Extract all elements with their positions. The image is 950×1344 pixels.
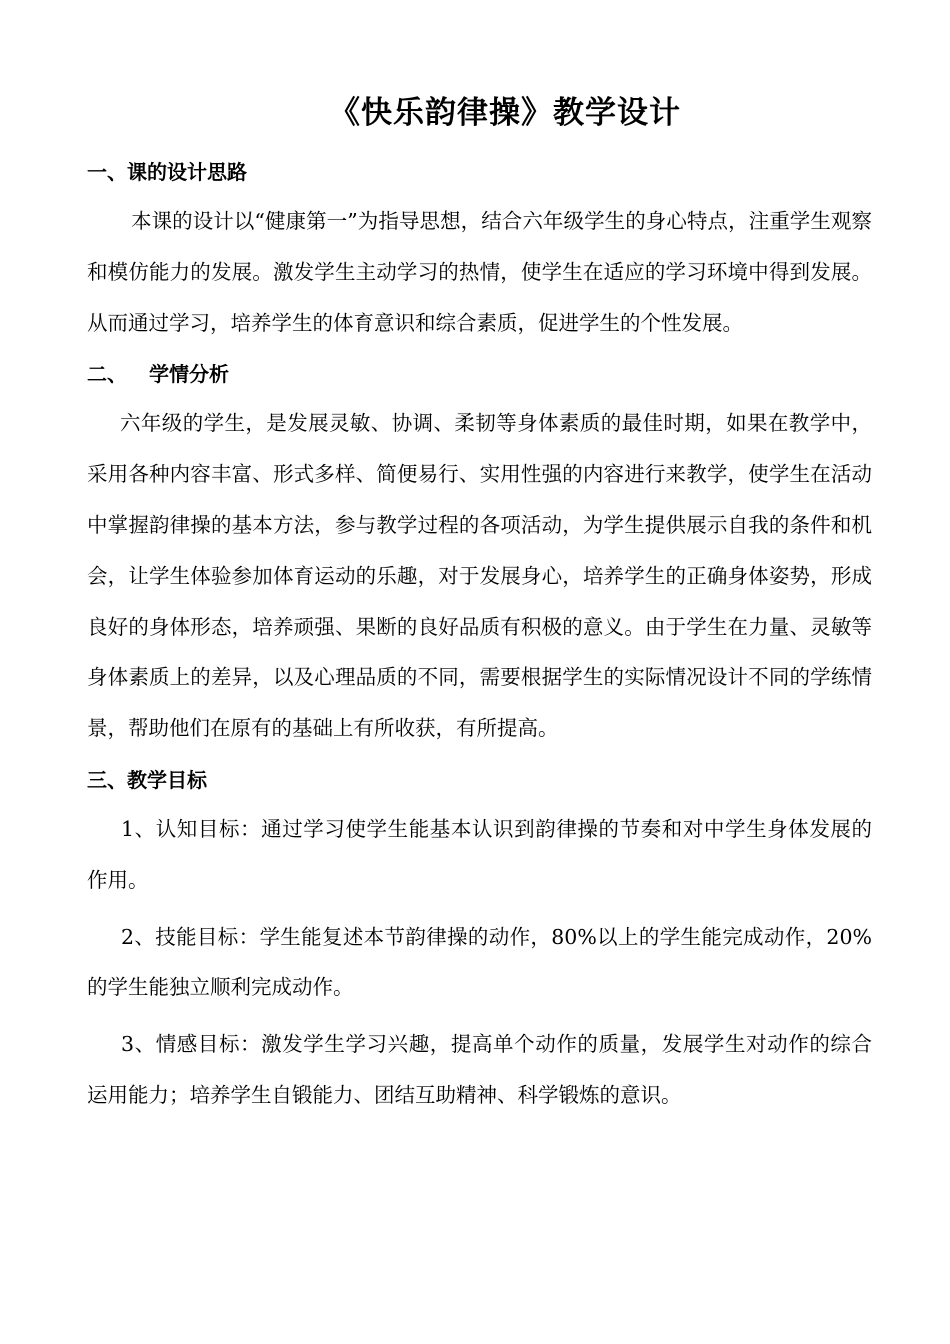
goal-cognitive: 1、认知目标：通过学习使学生能基本认识到韵律操的节奏和对中学生身体发展的作用。 — [87, 816, 872, 892]
section-student-analysis — [87, 352, 872, 754]
section-heading: 一、课的设计思路 — [87, 160, 247, 184]
paragraph: 本课的设计以“健康第一”为指导思想，结合六年级学生的身心特点，注重学生观察和模仿能力的发展。激发学生主动学习的热情，使学生在适应的学习环境中得到发展。从而通过学习，培养学生的体育意识和综合素质，促进学生的个性发展。 — [87, 209, 872, 335]
page-title: 《快乐韵律操》教学设计 — [329, 95, 681, 131]
goal-skill: 2、技能目标：学生能复述本节韵律操的动作，80%以上的学生能完成动作，20%的学生能独立顺利完成动作。 — [87, 924, 872, 1000]
section-design-idea — [87, 150, 872, 348]
section-teaching-goals — [87, 758, 872, 1121]
paragraph: 六年级的学生，是发展灵敏、协调、柔韧等身体素质的最佳时期，如果在教学中，采用各种内容丰富、形式多样、简便易行、实用性强的内容进行来教学，使学生在活动中掌握韵律操的基本方法，参与教学过程的各项活动，为学生提供展示自我的条件和机会，让学生体验参加体育运动的乐趣，对于发展身心，培养学生的正确身体姿势，形成良好的身体形态，培养顽强、果断的良好品质有积极的意义。由于学生在力量、灵敏等身体素质上的差异，以及心理品质的不同，需要根据学生的实际情况设计不同的学练情景，帮助他们在原有的基础上有所收获，有所提高。 — [87, 411, 872, 741]
section-heading — [87, 352, 872, 396]
document-body — [87, 150, 872, 1121]
section-heading: 三、教学目标 — [87, 767, 207, 792]
section-heading-text: 学情分析 — [149, 362, 229, 387]
goal-emotional: 3、情感目标：激发学生学习兴趣，提高单个动作的质量，发展学生对动作的综合运用能力；培养学生自锻能力、团结互助精神、科学锻炼的意识。 — [87, 1032, 872, 1107]
section-heading-number: 二、 — [87, 362, 127, 387]
